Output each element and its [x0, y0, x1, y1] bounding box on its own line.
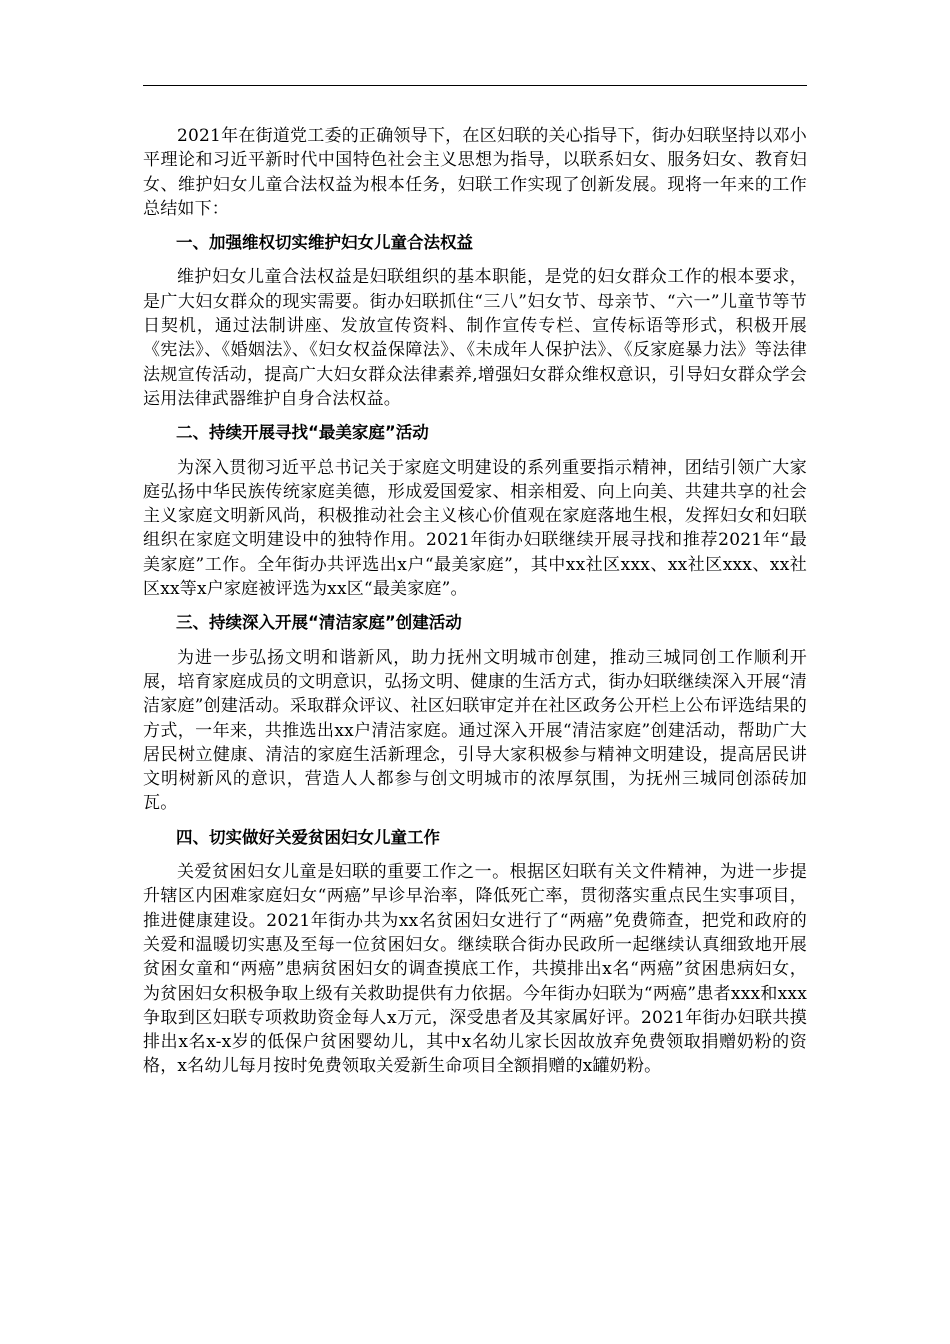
section-4-body: 关爱贫困妇女儿童是妇联的重要工作之一。根据区妇联有关文件精神，为进一步提升辖区内困难家庭妇女“两癌”早诊早治率，降低死亡率，贯彻落实重点民生实事项目，推进健康建设。2021年街办共为xx名贫困妇女进行了“两癌”免费筛查，把党和政府的关爱和温暖切实惠及至每一位贫困妇女。继续联合街办民政所一起继续认真细致地开展贫困女童和“两癌”患病贫困妇女的调查摸底工作，共摸排出x名“两癌”贫困患病妇女，为贫困妇女积极争取上级有关救助提供有力依据。今年街办妇联为“两癌”患者xxx和xxx争取到区妇联专项救助资金每人x万元，深受患者及其家属好评。2021年街办妇联共摸排出x名x-x岁的低保户贫困婴幼儿，其中x名幼儿家长因故放弃免费领取捐赠奶粉的资格，x名幼儿每月按时免费领取关爱新生命项目全额捐赠的x罐奶粉。: [143, 862, 807, 1077]
section-2-heading: 二、持续开展寻找“最美家庭”活动: [176, 423, 429, 443]
section-3-body: 为进一步弘扬文明和谐新风，助力抚州文明城市创建，推动三城同创工作顺利开展，培育家庭成员的文明意识，弘扬文明、健康的生活方式，街办妇联继续深入开展“清洁家庭”创建活动。采取群众评议、社区妇联审定并在社区政务公开栏上公布评选结果的方式，一年来，共推选出xx户清洁家庭。通过深入开展“清洁家庭”创建活动，帮助广大居民树立健康、清洁的家庭生活新理念，引导大家积极参与精神文明建设，提高居民讲文明树新风的意识，营造人人都参与创文明城市的浓厚氛围，为抚州三城同创添砖加瓦。: [143, 647, 807, 814]
header-rule: [143, 85, 807, 86]
section-1-heading: 一、加强维权切实维护妇女儿童合法权益: [176, 233, 473, 253]
section-3-heading: 三、持续深入开展“清洁家庭”创建活动: [176, 613, 462, 633]
section-4-heading: 四、切实做好关爱贫困妇女儿童工作: [176, 827, 440, 847]
document-body: [143, 124, 807, 1089]
intro-paragraph: 2021年在街道党工委的正确领导下，在区妇联的关心指导下，街办妇联坚持以邓小平理论和习近平新时代中国特色社会主义思想为指导，以联系妇女、服务妇女、教育妇女、维护妇女儿童合法权益为根本任务，妇联工作实现了创新发展。现将一年来的工作总结如下：: [143, 126, 807, 219]
section-1-body: 维护妇女儿童合法权益是妇联组织的基本职能，是党的妇女群众工作的根本要求，是广大妇女群众的现实需要。街办妇联抓住“三八”妇女节、母亲节、“六一”儿童节等节日契机，通过法制讲座、发放宣传资料、制作宣传专栏、宣传标语等形式，积极开展《宪法》、《婚姻法》、《妇女权益保障法》、《未成年人保护法》、《反家庭暴力法》等法律法规宣传活动，提高广大妇女群众法律素养,增强妇女群众维权意识，引导妇女群众学会运用法律武器维护自身合法权益。: [143, 267, 807, 409]
section-2-body: 为深入贯彻习近平总书记关于家庭文明建设的系列重要指示精神，团结引领广大家庭弘扬中华民族传统家庭美德，形成爱国爱家、相亲相爱、向上向美、共建共享的社会主义家庭文明新风尚，积极推动社会主义核心价值观在家庭落地生根，发挥妇女和妇联组织在家庭文明建设中的独特作用。2021年街办妇联继续开展寻找和推荐2021年“最美家庭”工作。全年街办共评选出x户“最美家庭”，其中xx社区xxx、xx社区xxx、xx社区xx等x户家庭被评选为xx区“最美家庭”。: [143, 457, 807, 600]
